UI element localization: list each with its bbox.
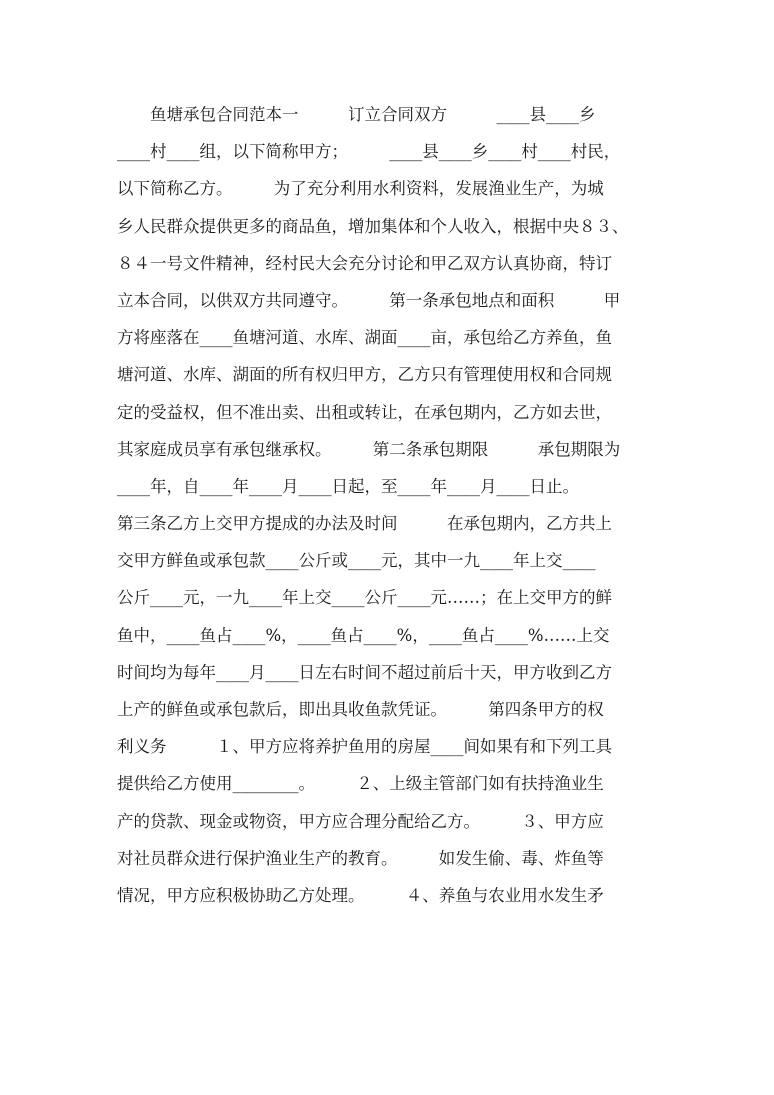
text-line: 乡人民群众提供更多的商品鱼，增加集体和个人收入，根据中央８３、 <box>117 216 629 236</box>
contract-body <box>117 96 662 914</box>
text-line: 塘河道、水库、湖面的所有权归甲方，乙方只有管理使用权和合同规 <box>117 365 612 385</box>
text-line: 鱼中，____鱼占____%，____鱼占____%，____鱼占____%……上交 <box>117 625 610 645</box>
text-line: 情况，甲方应积极协助乙方处理。 ４、养鱼与农业用水发生矛 <box>117 885 604 905</box>
text-line: 上产的鲜鱼或承包款后，即出具收鱼款凭证。 第四条甲方的权 <box>117 700 604 719</box>
text-line: 定的受益权，但不准出卖、出租或转让，在承包期内，乙方如去世， <box>117 402 612 422</box>
text-line: 交甲方鲜鱼或承包款____公斤或____元，其中一九____年上交____ <box>117 551 596 571</box>
text-line: 提供给乙方使用________。 ２、上级主管部门如有扶持渔业生 <box>117 774 604 794</box>
text-line: 以下简称乙方。 为了充分利用水利资料，发展渔业生产，为城 <box>117 179 604 199</box>
text-line: 对社员群众进行保护渔业生产的教育。 如发生偷、毒、炸鱼等 <box>117 848 604 868</box>
text-line: ____年，自____年____月____日起，至____年____月____日止。 <box>117 476 579 496</box>
text-line: 第三条乙方上交甲方提成的办法及时间 在承包期内，乙方共上 <box>117 514 612 534</box>
text-line: 立本合同，以供双方共同遵守。 第一条承包地点和面积 甲 <box>117 290 621 310</box>
text-line: 鱼塘承包合同范本一 订立合同双方 ____县____乡 <box>117 105 596 124</box>
text-line: ８４一号文件精神，经村民大会充分讨论和甲乙双方认真协商，特订 <box>117 253 612 273</box>
text-line: 方将座落在____鱼塘河道、水库、湖面____亩，承包给乙方养鱼，鱼 <box>117 328 612 348</box>
text-line: 产的贷款、现金或物资，甲方应合理分配给乙方。 ３、甲方应 <box>117 811 604 831</box>
text-line: 利义务 １、甲方应将养护鱼用的房屋____间如果有和下列工具 <box>117 737 612 757</box>
text-line: 公斤____元，一九____年上交____公斤____元……；在上交甲方的鲜 <box>117 588 612 608</box>
text-line: 其家庭成员享有承包继承权。 第二条承包期限 承包期限为 <box>117 439 621 459</box>
text-line: ____村____组，以下简称甲方； ____县____乡____村____村民， <box>117 142 621 162</box>
text-line: 时间均为每年____月____日左右时间不超过前后十天，甲方收到乙方 <box>117 662 612 682</box>
